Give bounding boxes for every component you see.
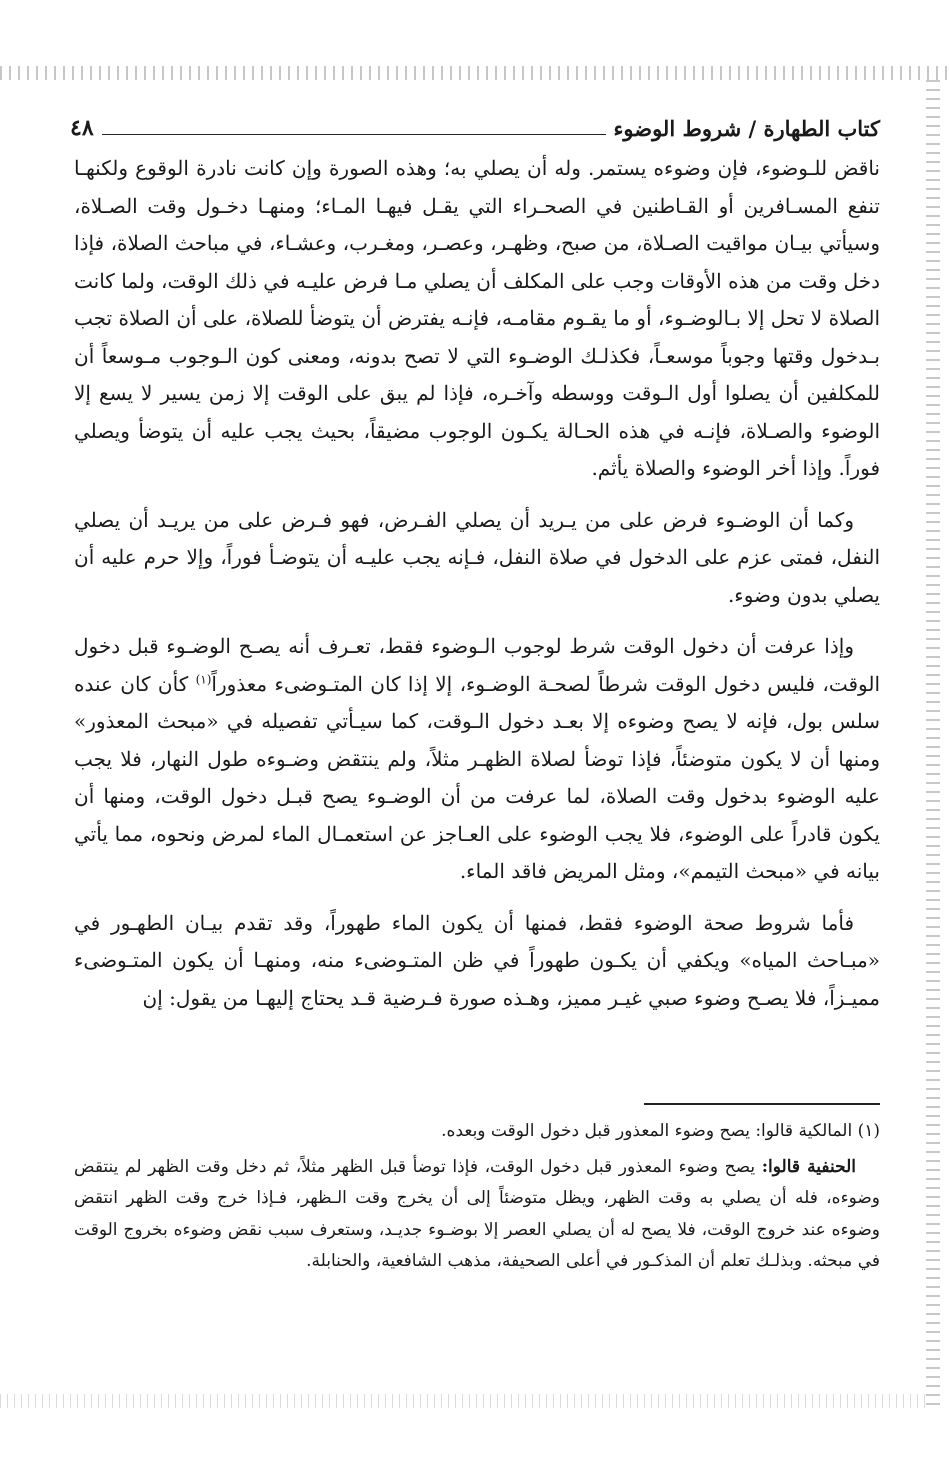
paragraph-1: ناقض للـوضوء، فإن وضوءه يستمر. وله أن يصلي به؛ وهذه الصورة وإن كانت نادرة الوقوع ولكنهـا تنفع المسـافرين أو القـاطنين في الصحـراء التي يقـل فيهـا المـاء؛ ومنهـا دخـول وقت الصـلاة، وسيأتي بيـان مواقيت الصـلاة، من صبح، وظهـر، وعصـر، ومغـرب، وعشـاء، في مباحث الصلاة، فإذا دخل وقت من هذه الأوقات وجب على المكلف أن يصلي مـا فرض عليـه في ذلك الوقت، ولما كانت الصلاة لا تحل إلا بـالوضـوء، أو ما يقـوم مقامـه، فإنـه يفترض أن يتوضأ للصلاة، على أن الصلاة تجب بـدخول وقتها وجوباً موسعـاً، فكذلـك الوضـوء التي لا تصح بدونه، ومعنى كون الـوجوب مـوسعاً أن للمكلفين أن يصلوا أول الـوقت ووسطه وآخـره، فإذا لم يبق على الوقت إلا زمن يسير لا يسع إلا الوضوء والصـلاة، فإنـه في هذه الحـالة يكـون الوجوب مضيقاً، بحيث يجب عليه أن يتوضأ ويصلي فوراً. وإذا أخر الوضوء والصلاة يأثم. <box>74 156 881 480</box>
footnote-2 <box>74 1152 880 1278</box>
main-text <box>74 150 880 1031</box>
paragraph-3-part-1: وإذا عرفت أن دخول الوقت شرط لوجوب الـوضوء فقط، تعـرف أنه يصـح الوضـوء قبل دخول الوقت، فليس دخول الوقت شرطاً لصحـة الوضـوء، إلا إذا كان المتـوضىء معذوراً <box>74 634 880 696</box>
header-title: كتاب الطهارة / شروط الوضوء <box>613 115 880 141</box>
running-header <box>70 112 880 144</box>
footnote-separator <box>644 1103 880 1105</box>
paragraph-3-part-2: كأن كان عنده سلس بول، فإنه لا يصح وضوءه إلا بعـد دخول الـوقت، كما سيـأتي تفصيله في «مبحث المعذور» ومنها أن لا يكون متوضئاً، فإذا توضأ لصلاة الظهـر مثلاً، ولم ينتقض وضـوءه طول النهار، فلا يجب عليه الوضوء بدخول وقت الصلاة، لما عرفت من أن الوضـوء يصح قبـل دخول الوقت، ومنها أن يكون قادراً على الوضوء، فلا يجب الوضوء على العـاجز عن استعمـال الماء لمرض ونحوه، مما يأتي بيانه في «مبحث التيمم»، ومثل المريض فاقد الماء. <box>74 671 880 883</box>
footnote-1: (١) المالكية قالوا: يصح وضوء المعذور قبل دخول الوقت وبعده. <box>441 1121 880 1141</box>
paragraph-4: فأما شروط صحة الوضوء فقط، فمنها أن يكون الماء طهوراً، وقد تقدم بيـان الطهـور في «مبـاحث المياه» ويكفي أن يكـون طهوراً في ظن المتـوضىء منه، ومنهـا أن يكون المتـوضىء مميـزاً، فلا يصـح وضوء صبي غيـر مميز، وهـذه صورة فـرضية قـد يحتاج إليهـا من يقول: إن <box>74 910 880 1010</box>
footnote-reference[interactable]: (١) <box>195 671 212 686</box>
decorative-border-top <box>0 66 950 80</box>
paragraph-2: وكما أن الوضـوء فرض على من يـريد أن يصلي الفـرض، فهو فـرض على من يريـد أن يصلي النفل، فمتى عزم على الدخول في صلاة النفل، فـإنه يجب عليـه أن يتوضـأ فوراً، وإلا حرم عليه أن يصلي بدون وضوء. <box>74 507 880 607</box>
paragraph-3 <box>74 628 880 891</box>
footnote-2-text: يصح وضوء المعذور قبل دخول الوقت، فإذا توضأ قبل الظهر مثلاً، ثم دخل وقت الظهر لم ينتقض وضوءه، فله أن يصلي به وقت الظهر، ويظل متوضئاً إلى أن يخرج وقت الـظهر، فـإذا خرج وقت الظهر انتقض وضوءه عند خروج الوقت، فلا يصح له أن يصلي العصر إلا بوضـوء جديـد، وستعرف سبب نقض وضوءه بخروج الوقت في مبحثه. وبذلـك تعلم أن المذكـور في أعلى الصحيفة، مذهب الشافعية، والحنابلة. <box>74 1156 880 1271</box>
footnotes <box>74 1116 880 1282</box>
decorative-border-bottom <box>0 1394 926 1408</box>
page-number: ٤٨ <box>70 115 94 141</box>
header-rule <box>102 134 606 135</box>
footnote-2-lead: الحنفية قالوا: <box>761 1156 856 1177</box>
decorative-border-right <box>926 80 940 1410</box>
